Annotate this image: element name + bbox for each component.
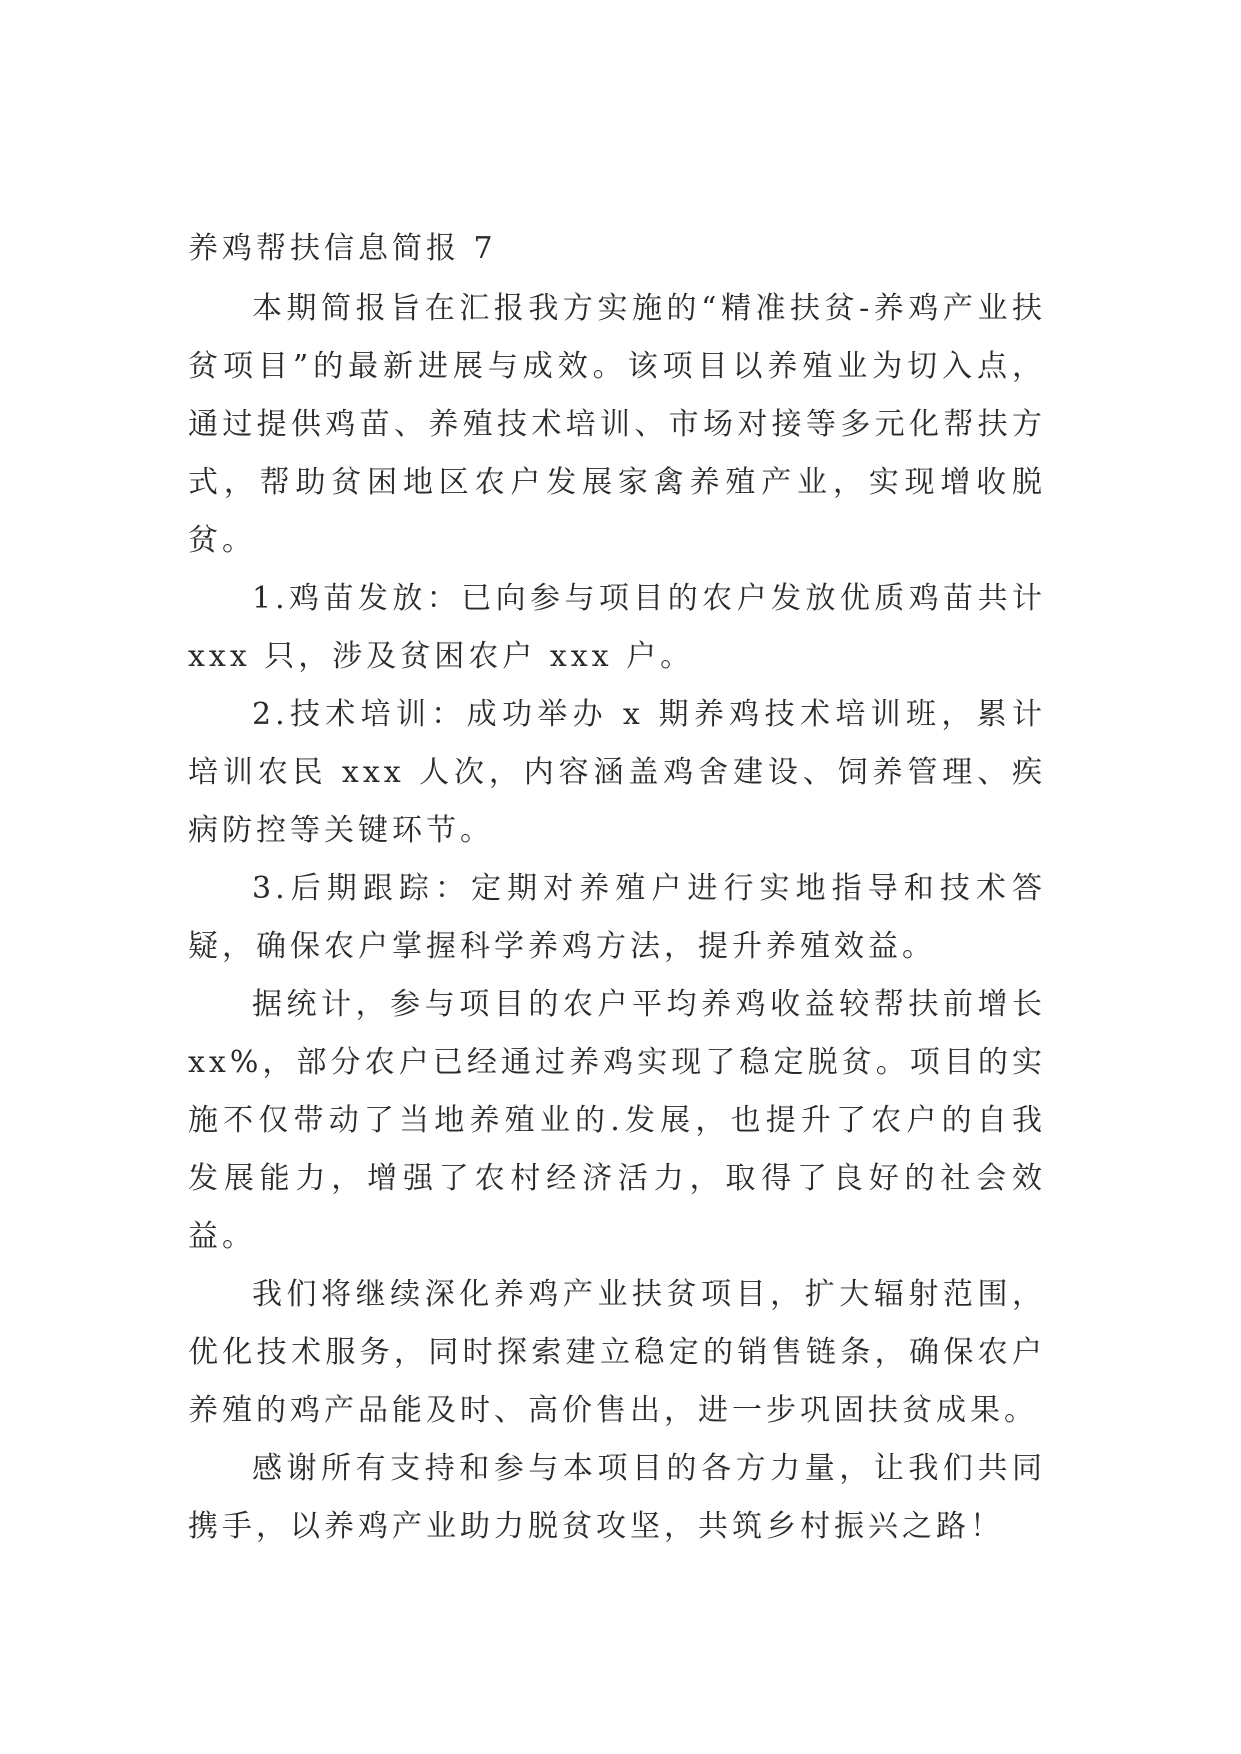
document-title: 养鸡帮扶信息简报 7 <box>188 231 497 266</box>
paragraph-item-2: 2.技术培训：成功举办 x 期养鸡技术培训班，累计培训农民 xxx 人次，内容涵盖鸡舍建设、饲养管理、疾病防控等关键环节。 <box>188 697 1046 848</box>
paragraph-thanks: 感谢所有支持和参与本项目的各方力量，让我们共同携手，以养鸡产业助力脱贫攻坚，共筑乡村振兴之路！ <box>188 1451 1046 1544</box>
paragraph-intro: 本期简报旨在汇报我方实施的“精准扶贫-养鸡产业扶贫项目”的最新进展与成效。该项目以养殖业为切入点，通过提供鸡苗、养殖技术培训、市场对接等多元化帮扶方式，帮助贫困地区农户发展家禽养殖产业，实现增收脱贫。 <box>188 291 1046 558</box>
paragraph-item-1: 1.鸡苗发放：已向参与项目的农户发放优质鸡苗共计 xxx 只，涉及贫困农户 xxx 户。 <box>188 581 1046 674</box>
document-body <box>188 220 1046 1556</box>
paragraph-item-3: 3.后期跟踪：定期对养殖户进行实地指导和技术答疑，确保农户掌握科学养鸡方法，提升养殖效益。 <box>188 871 1046 964</box>
paragraph-statistics: 据统计，参与项目的农户平均养鸡收益较帮扶前增长 xx%，部分农户已经通过养鸡实现了稳定脱贫。项目的实施不仅带动了当地养殖业的.发展，也提升了农户的自我发展能力，增强了农村经济活力，取得了良好的社会效益。 <box>188 987 1046 1254</box>
paragraph-plan: 我们将继续深化养鸡产业扶贫项目，扩大辐射范围，优化技术服务，同时探索建立稳定的销售链条，确保农户养殖的鸡产品能及时、高价售出，进一步巩固扶贫成果。 <box>188 1277 1046 1428</box>
